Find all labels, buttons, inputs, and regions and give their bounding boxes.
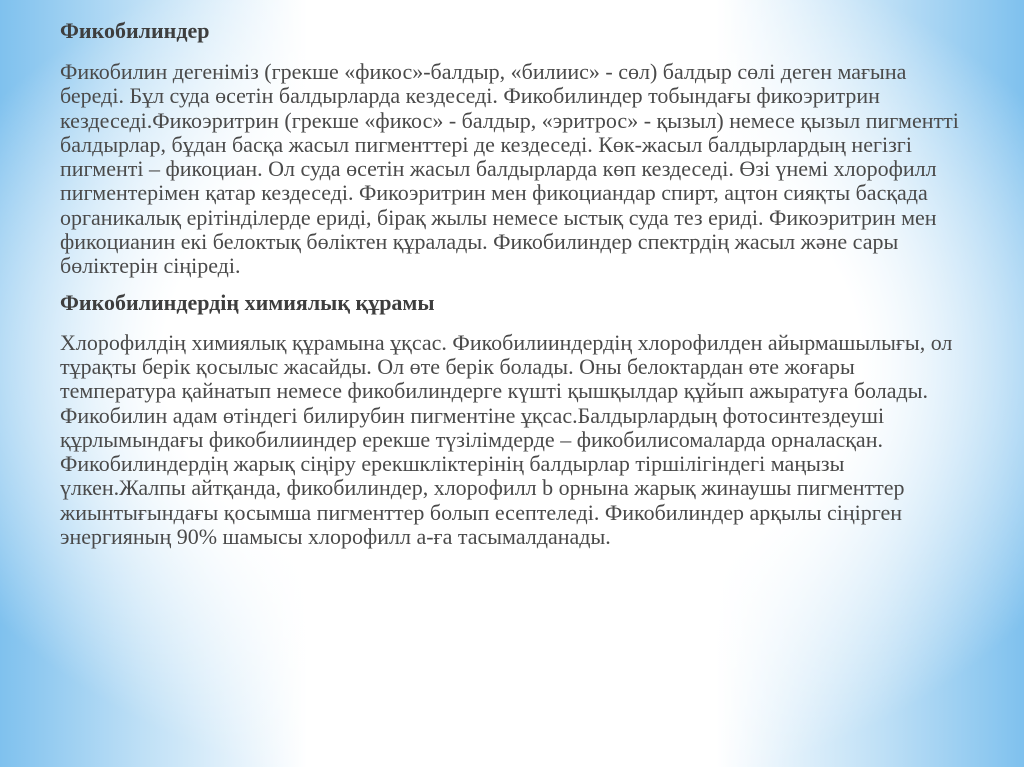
- section-heading-phycobilins: Фикобилиндер: [60, 18, 210, 43]
- slide-content: [60, 16, 960, 549]
- section-paragraph-chemical-composition: Хлорофилдің химиялық құрамына ұқсас. Фикобилииндердің хлорофилден айырмашылығы, ол тұрақты берік қосылыс жасайды. Ол өте берік болады. Оны белоктардан өте жоғары температура қайнатып немесе фикобилиндерге күшті қышқылдар құйып ажыратуға болады. Фикобилин адам өтіндегі билирубин пигментіне ұқсас.Балдырлардың фотосинтездеуші құрлымындағы фикобилииндер ерекше түзілімдерде – фикобилисомаларда орналасқан. Фикобилиндердің жарық сіңіру ерекшкліктерінің балдырлар тіршілігіндегі маңызы үлкен.Жалпы айтқанда, фикобилиндер, хлорофилл b орнына жарық жинаушы пигменттер жиынтығындағы қосымша пигменттер болып есептеледі. Фикобилиндер арқылы сіңірген энергияның 90% шамысы хлорофилл а-ға тасымалданады.: [60, 329, 953, 550]
- section-paragraph-phycobilins: Фикобилин дегеніміз (грекше «фикос»-балдыр, «билиис» - сөл) балдыр сөлі деген мағына береді. Бұл суда өсетін балдырларда кездеседі. Фикобилиндер тобындағы фикоэритрин кездеседі.Фикоэритрин (грекше «фикос» - балдыр, «эритрос» - қызыл) немесе қызыл пигментті балдырлар, бұдан басқа жасыл пигменттері де кездеседі. Көк-жасыл балдырлардың негізгі пигменті – фикоциан. Ол суда өсетін жасыл балдырларда көп кездеседі. Өзі үнемі хлорофилл пигментерімен қатар кездеседі. Фикоэритрин мен фикоциандар спирт, ацтон сияқты басқада органикалық ерітінділерде ериді, бірақ жылы немесе ыстық суда тез ериді. Фикоэритрин мен фикоцианин екі белоктық бөліктен құралады. Фикобилиндер спектрдің жасыл және сары бөліктерін сіңіреді.: [60, 59, 959, 279]
- section-heading-chemical-composition: Фикобилиндердің химиялық құрамы: [60, 289, 435, 315]
